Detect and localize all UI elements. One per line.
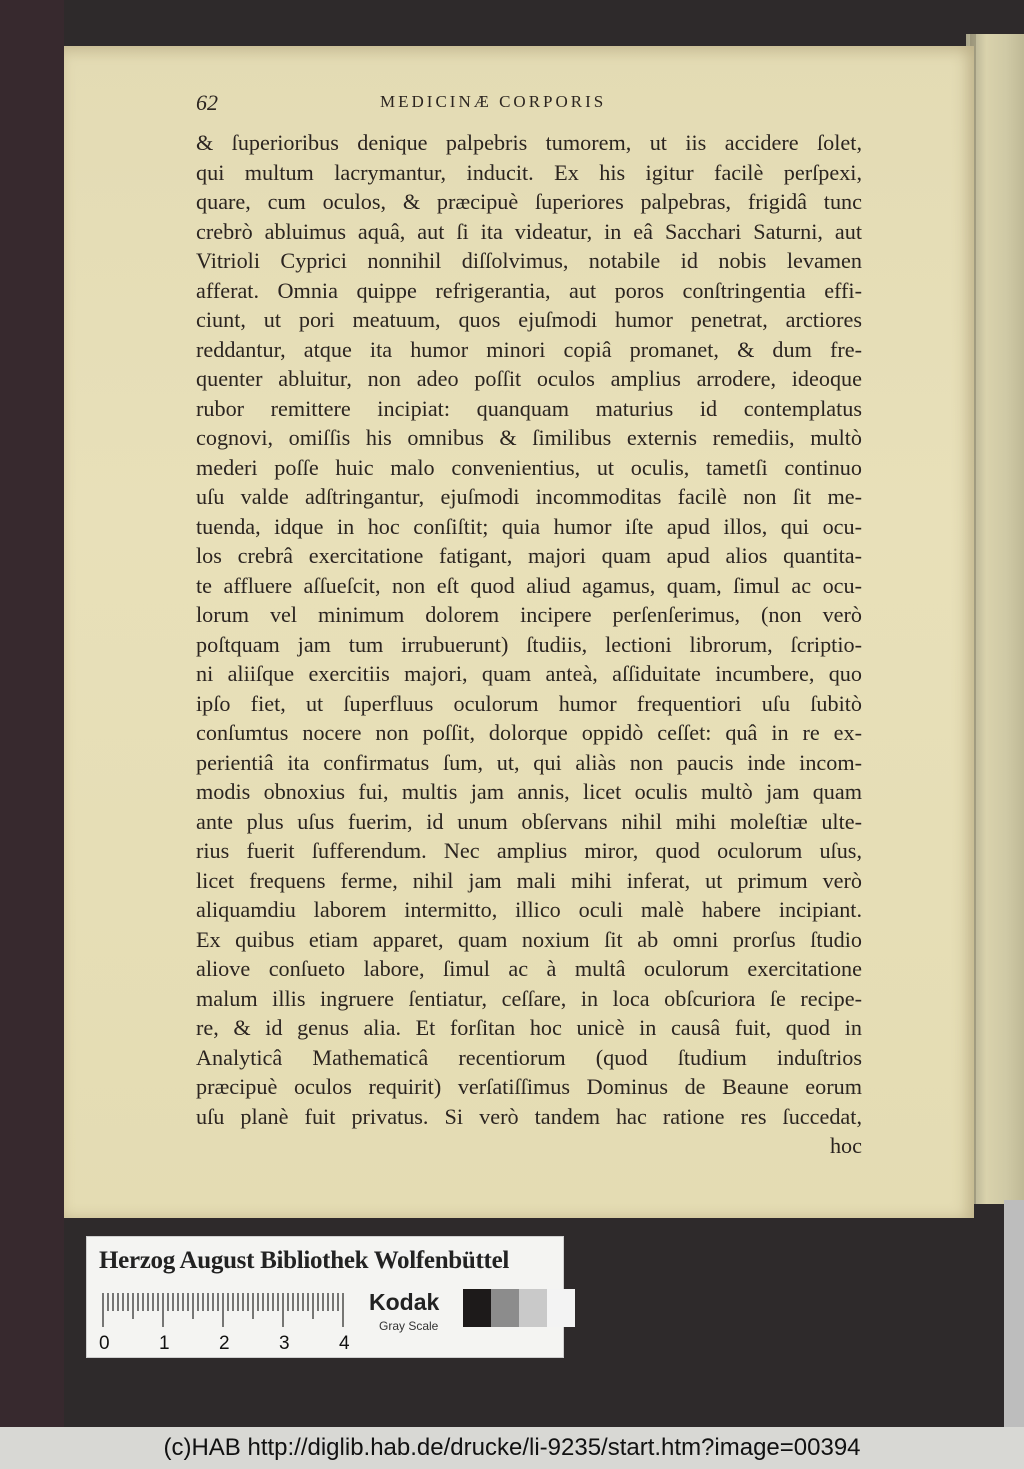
text-line: uſu valde adſtringantur, ejuſmodi incommoditas facilè non ſit me- bbox=[196, 484, 862, 509]
text-line: tuenda, idque in hoc conſiſtit; quia humor iſte apud illos, qui ocu- bbox=[196, 513, 862, 539]
text-line: uſu planè fuit privatus. Si verò tandem hac ratione res ſuccedat, bbox=[196, 1103, 862, 1129]
ruler-number: 2 bbox=[219, 1333, 230, 1354]
text-line: afferat. Omnia quippe refrigerantia, aut poros conſtringentia effi- bbox=[196, 277, 862, 303]
text-line: perientiâ ita confirmatus ſum, ut, qui aliàs non paucis inde incom- bbox=[196, 749, 862, 775]
color-calibration-target bbox=[86, 1236, 564, 1358]
text-line: & ſuperioribus denique palpebris tumorem, ut iis accidere ſolet, bbox=[196, 130, 862, 155]
text-line: Analyticâ Mathematicâ recentiorum (quod ſtudium induſtrios bbox=[196, 1044, 862, 1070]
text-line: los crebrâ exercitatione fatigant, majori quam apud alios quantita- bbox=[196, 543, 862, 568]
text-line: re, & id genus alia. Et forſitan hoc unicè in causâ fuit, quod in bbox=[196, 1015, 862, 1040]
ruler-number: 1 bbox=[159, 1333, 170, 1354]
ruler-number: 4 bbox=[339, 1333, 350, 1354]
text-line: ipſo fiet, ut ſuperfluus oculorum humor frequentiori uſu ſubitò bbox=[196, 690, 862, 716]
text-line: crebrò abluimus aquâ, aut ſi ita videatur, in eâ Sacchari Saturni, aut bbox=[196, 218, 862, 244]
gray-scale-label: Gray Scale bbox=[379, 1319, 439, 1333]
text-line: mederi poſſe huic malo convenientius, ut oculis, tametſi continuo bbox=[196, 454, 862, 480]
copyright-footer: (c)HAB http://diglib.hab.de/drucke/li-9235/start.htm?image=00394 bbox=[0, 1427, 1024, 1469]
text-line: quenter abluitur, non adeo poſſit oculos amplius arrodere, ideoque bbox=[196, 366, 862, 391]
text-line: quare, cum oculos, & præcipuè ſuperiores palpebras, frigidâ tunc bbox=[196, 189, 862, 214]
gray-swatch-light bbox=[519, 1289, 547, 1327]
text-line: licet frequens ferme, nihil jam mali mihi inferat, ut primum verò bbox=[196, 867, 862, 893]
text-line: poſtquam jam tum irrubuerunt) ſtudiis, lectioni librorum, ſcriptio- bbox=[196, 631, 862, 657]
ruler-ticks bbox=[97, 1289, 353, 1333]
library-name: Herzog August Bibliothek Wolfenbüttel bbox=[99, 1247, 510, 1274]
text-line: qui multum lacrymantur, inducit. Ex his igitur facilè perſpexi, bbox=[196, 159, 862, 185]
text-line: Vitrioli Cyprici nonnihil diſſolvimus, notabile id nobis levamen bbox=[196, 248, 862, 273]
kodak-logo: Kodak bbox=[369, 1289, 440, 1315]
text-line: Ex quibus etiam apparet, quam noxium ſit ab omni prorſus ſtudio bbox=[196, 926, 862, 952]
gray-swatch-white bbox=[547, 1289, 575, 1327]
text-line: aliquamdiu laborem intermitto, illico oculi malè habere incipiant. bbox=[196, 897, 862, 922]
text-line: rius fuerit ſufferendum. Nec amplius miror, quod oculorum uſus, bbox=[196, 838, 862, 863]
text-line: præcipuè oculos requirit) verſatiſſimus Dominus de Beaune eorum bbox=[196, 1074, 862, 1099]
text-line: lorum vel minimum dolorem incipere perſenſerimus, (non verò bbox=[196, 602, 862, 627]
text-line: ante plus uſus fuerim, id unum obſervans nihil mihi moleſtiæ ulte- bbox=[196, 808, 862, 834]
text-line: ciunt, ut pori meatuum, quos ejuſmodi humor penetrat, arctiores bbox=[196, 307, 862, 332]
gray-swatch-dark bbox=[491, 1289, 519, 1327]
page-header bbox=[190, 88, 690, 118]
text-line: cognovi, omiſſis his omnibus & ſimilibus externis remediis, multò bbox=[196, 425, 862, 450]
text-line: ni aliiſque exercitiis majori, quam anteà, aſſiduitate incumbere, quo bbox=[196, 661, 862, 686]
ruler-number: 3 bbox=[279, 1333, 290, 1354]
text-line: conſumtus nocere non poſſit, dolorque oppidò ceſſet: quâ in re ex- bbox=[196, 720, 862, 745]
text-line: aliove conſueto labore, ſimul ac à multâ oculorum exercitatione bbox=[196, 956, 862, 981]
page-number: 62 bbox=[196, 90, 218, 115]
body-text bbox=[196, 128, 862, 1161]
scanner-edge-strip bbox=[1004, 1200, 1024, 1427]
text-line: modis obnoxius fui, multis jam annis, licet oculis multò jam quam bbox=[196, 779, 862, 804]
catchword: hoc bbox=[829, 1133, 862, 1158]
text-line: reddantur, atque ita humor minori copiâ promanet, & dum fre- bbox=[196, 336, 862, 362]
text-line: te affluere aſſueſcit, non eſt quod aliud agamus, quam, ſimul ac ocu- bbox=[196, 572, 862, 598]
gray-swatch-black bbox=[463, 1289, 491, 1327]
measurement-ruler bbox=[97, 1289, 353, 1359]
text-line: rubor remittere incipiat: quanquam maturius id contemplatus bbox=[196, 395, 862, 421]
ruler-number: 0 bbox=[99, 1333, 110, 1354]
text-line: malum illis ingruere ſentiatur, ceſſare, in loca obſcuriora ſe recipe- bbox=[196, 985, 862, 1011]
running-head: MEDICINÆ CORPORIS bbox=[380, 92, 607, 111]
